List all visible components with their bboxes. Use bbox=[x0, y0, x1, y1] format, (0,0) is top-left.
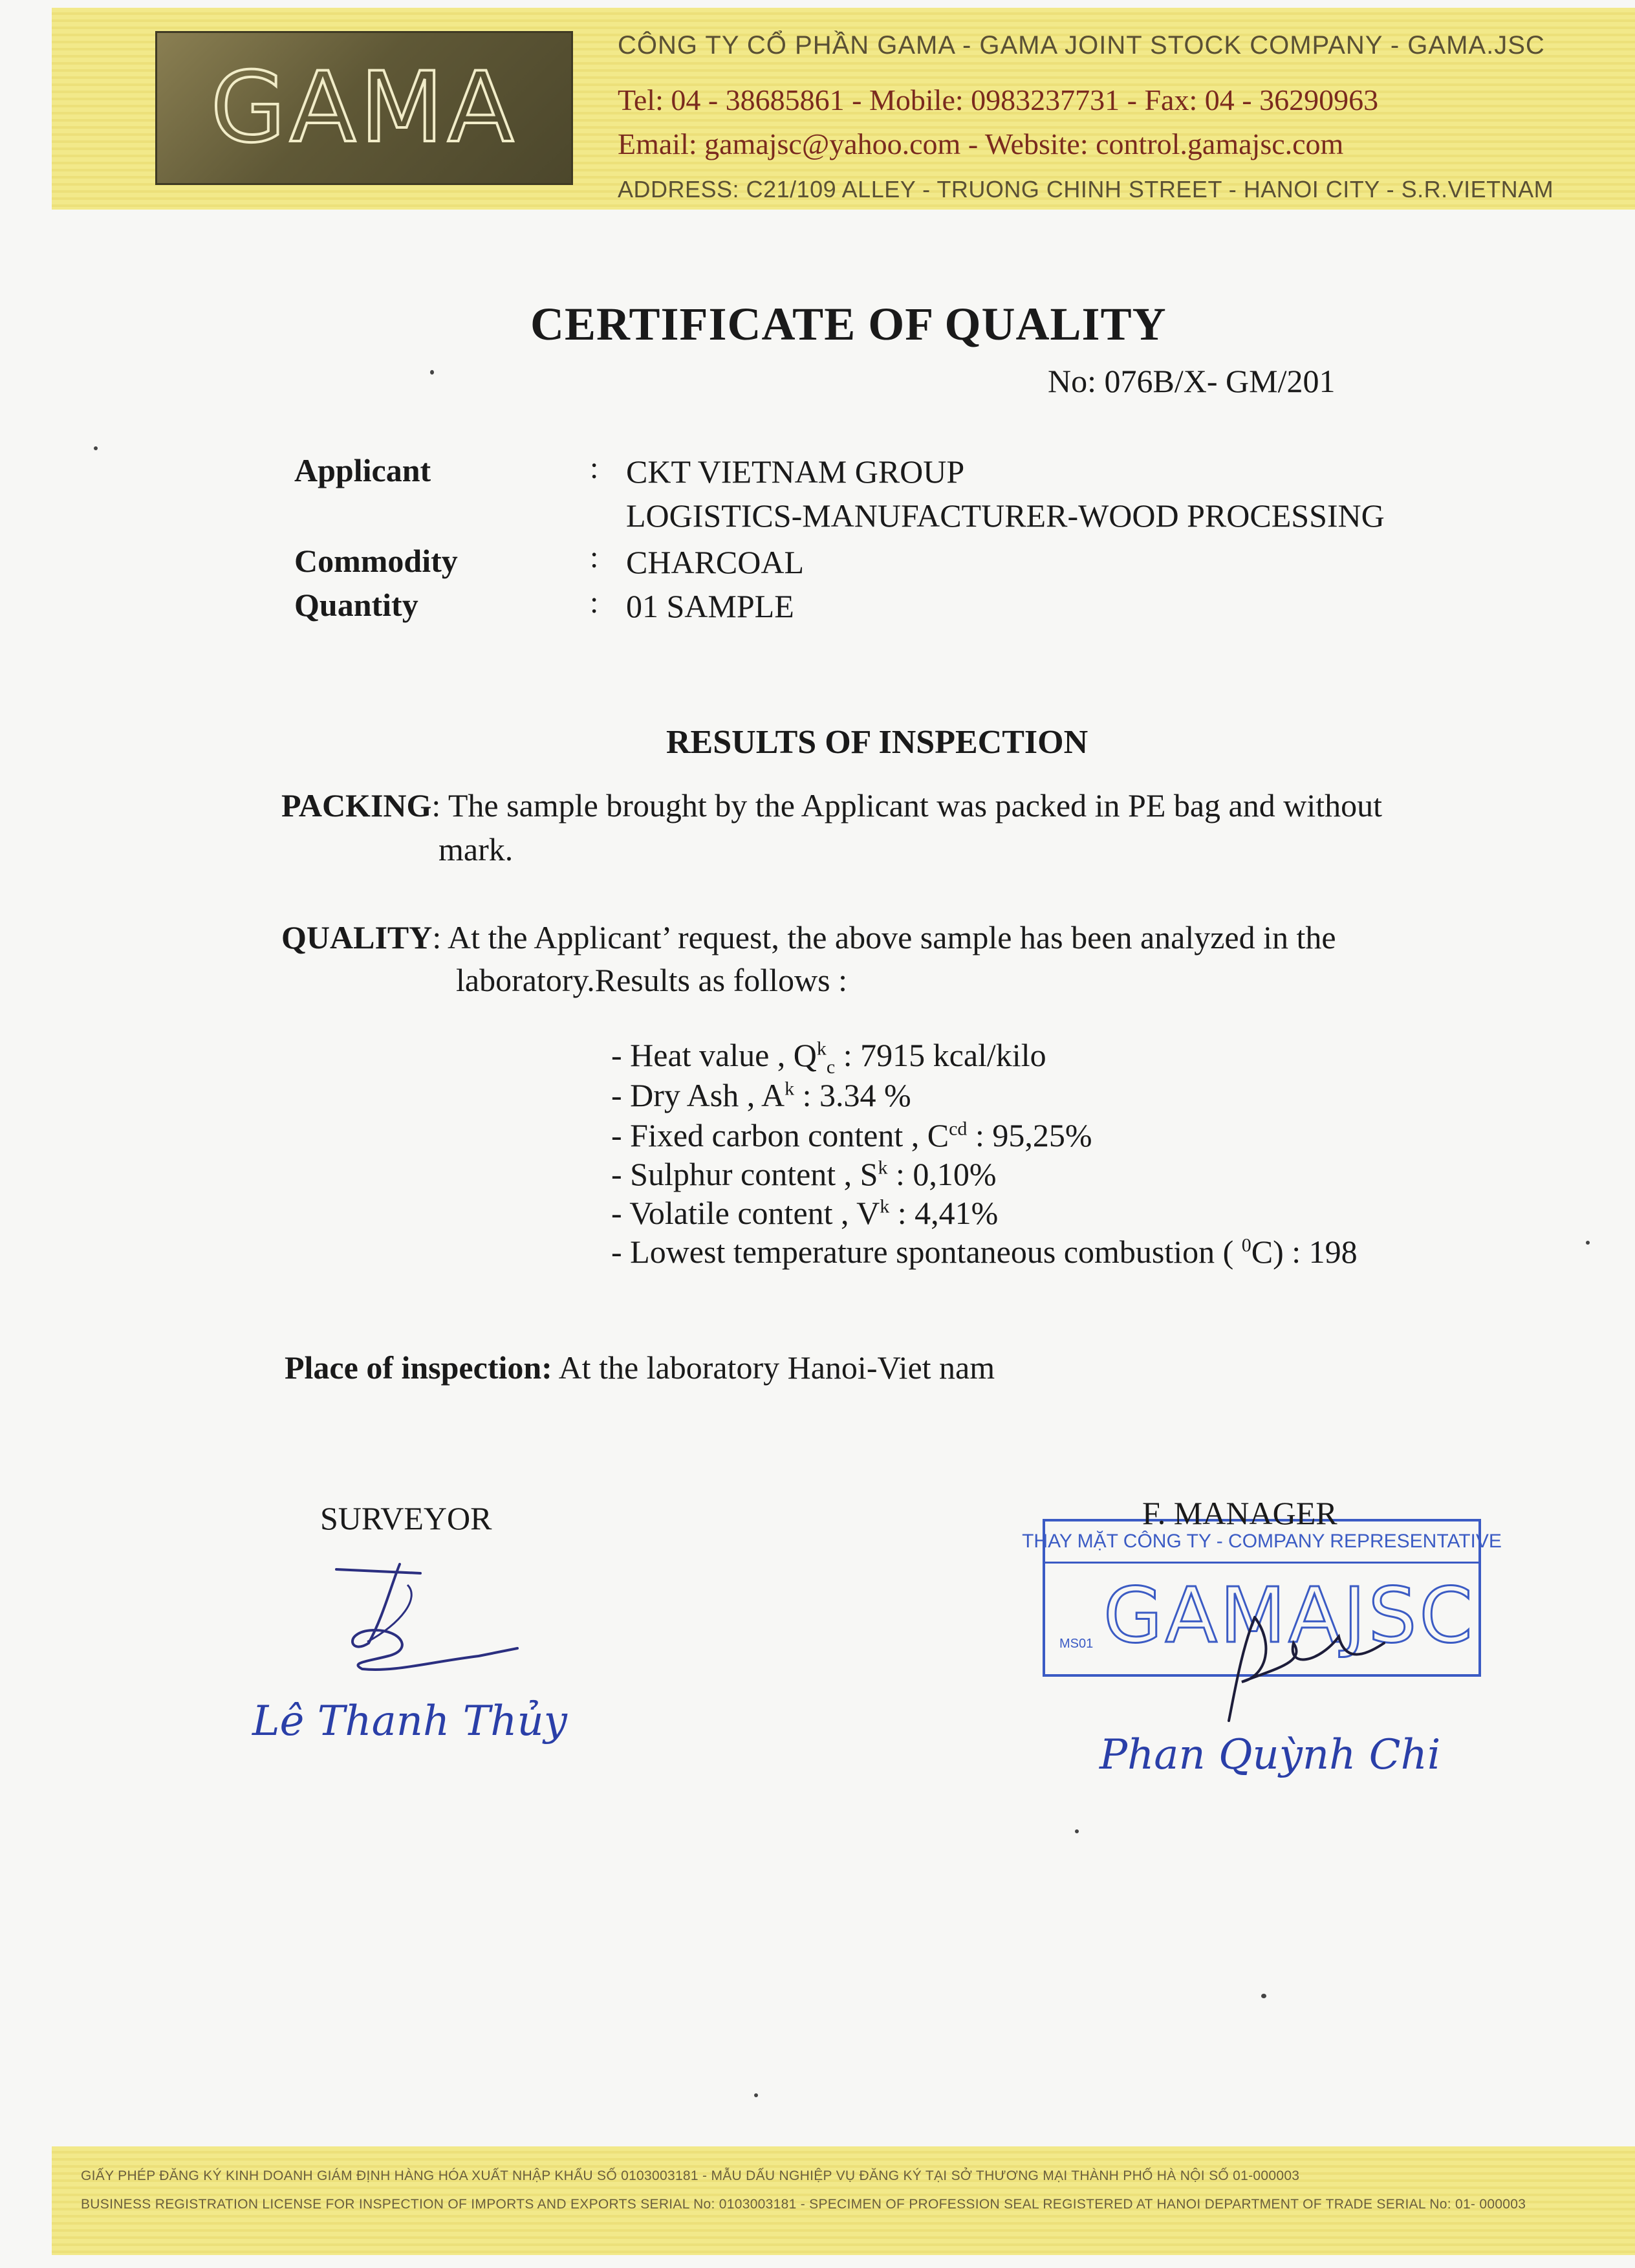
scan-speck bbox=[754, 2093, 758, 2097]
place-of-inspection bbox=[285, 1349, 995, 1386]
footer-license-vietnamese: GIẤY PHÉP ĐĂNG KÝ KINH DOANH GIÁM ĐỊNH HÀNG HÓA XUẤT NHẬP KHẨU SỐ 0103003181 - MẪU DẤU NGHIỆP VỤ ĐĂNG KÝ TẠI SỞ THƯƠNG MẠI THÀNH PHỐ HÀ NỘI SỐ 01-000003 bbox=[81, 2168, 1300, 2183]
quantity-colon: : bbox=[590, 585, 599, 620]
surveyor-label: SURVEYOR bbox=[320, 1500, 492, 1536]
applicant-colon: : bbox=[590, 451, 599, 485]
scan-speck bbox=[1586, 1241, 1590, 1245]
result-combustion-temperature: - Lowest temperature spontaneous combustion ( $^0$C) : 198 bbox=[611, 1234, 1358, 1270]
commodity-value: CHARCOAL bbox=[626, 544, 805, 580]
packing-paragraph bbox=[281, 787, 1382, 824]
manager-label: F. MANAGER bbox=[1142, 1495, 1337, 1531]
document-title: CERTIFICATE OF QUALITY bbox=[530, 298, 1167, 350]
manager-name: Phan Quỳnh Chi bbox=[1099, 1731, 1441, 1779]
logo-text: GAMA bbox=[210, 52, 518, 164]
packing-label: PACKING bbox=[281, 787, 432, 823]
results-heading: RESULTS OF INSPECTION bbox=[666, 724, 1088, 761]
result-heat-value: - Heat value , $Q^k_c$ : 7915 kcal/kilo bbox=[611, 1037, 1046, 1078]
stamp-company-name: GAMAJSC bbox=[1103, 1571, 1475, 1660]
quality-text: : At the Applicant’ request, the above sample has been analyzed in the bbox=[432, 919, 1336, 955]
place-label: Place of inspection: bbox=[285, 1349, 552, 1386]
result-volatile: - Volatile content , $V^k$ : 4,41% bbox=[611, 1195, 999, 1231]
packing-text-continued: mark. bbox=[439, 831, 514, 867]
applicant-label: Applicant bbox=[294, 452, 431, 488]
stamp-code: MS01 bbox=[1059, 1637, 1094, 1651]
applicant-value-line-2: LOGISTICS-MANUFACTURER-WOOD PROCESSING bbox=[626, 497, 1385, 534]
commodity-label: Commodity bbox=[294, 543, 458, 579]
quality-label: QUALITY bbox=[281, 919, 433, 955]
result-fixed-carbon: - Fixed carbon content , $C^{cd}$ : 95,25% bbox=[611, 1117, 1092, 1153]
scan-speck bbox=[94, 446, 98, 450]
surveyor-name: Lê Thanh Thủy bbox=[252, 1697, 567, 1745]
applicant-value: CKT VIETNAM GROUP bbox=[626, 453, 965, 490]
certificate-number: No: 076B/X- GM/201 bbox=[1048, 363, 1336, 399]
result-dry-ash: - Dry Ash , $A^k$ : 3.34 % bbox=[611, 1077, 911, 1113]
quantity-label: Quantity bbox=[294, 587, 418, 623]
quality-paragraph bbox=[281, 919, 1336, 956]
quality-text-continued: laboratory.Results as follows : bbox=[456, 962, 848, 998]
scan-speck bbox=[1075, 1829, 1079, 1833]
company-logo bbox=[155, 31, 573, 185]
company-name: CÔNG TY CỔ PHẦN GAMA - GAMA JOINT STOCK COMPANY - GAMA.JSC bbox=[618, 31, 1545, 60]
stamp-representative-text: THAY MẶT CÔNG TY - COMPANY REPRESENTATIVE bbox=[1045, 1521, 1478, 1564]
place-value: At the laboratory Hanoi-Viet nam bbox=[558, 1349, 995, 1386]
company-address: ADDRESS: C21/109 ALLEY - TRUONG CHINH STREET - HANOI CITY - S.R.VIETNAM bbox=[618, 176, 1554, 202]
surveyor-signature-scribble bbox=[323, 1559, 569, 1708]
company-email-website: Email: gamajsc@yahoo.com - Website: control.gamajsc.com bbox=[618, 127, 1344, 160]
result-sulphur: - Sulphur content , $S^k$ : 0,10% bbox=[611, 1156, 997, 1192]
scan-speck bbox=[430, 370, 434, 375]
manager-signature-scribble bbox=[1216, 1598, 1410, 1734]
company-contact: Tel: 04 - 38685861 - Mobile: 0983237731 - Fax: 04 - 36290963 bbox=[618, 83, 1379, 116]
commodity-colon: : bbox=[590, 540, 599, 574]
quantity-value: 01 SAMPLE bbox=[626, 588, 794, 624]
packing-text: : The sample brought by the Applicant was packed in PE bag and without bbox=[431, 787, 1383, 823]
footer-license-english: BUSINESS REGISTRATION LICENSE FOR INSPECTION OF IMPORTS AND EXPORTS SERIAL No: 0103003181 - SPECIMEN OF PROFESSION SEAL REGISTERED AT HANOI DEPARTMENT OF TRADE SERIAL No: 01- 000003 bbox=[81, 2197, 1526, 2212]
scan-speck bbox=[1261, 1994, 1266, 1998]
